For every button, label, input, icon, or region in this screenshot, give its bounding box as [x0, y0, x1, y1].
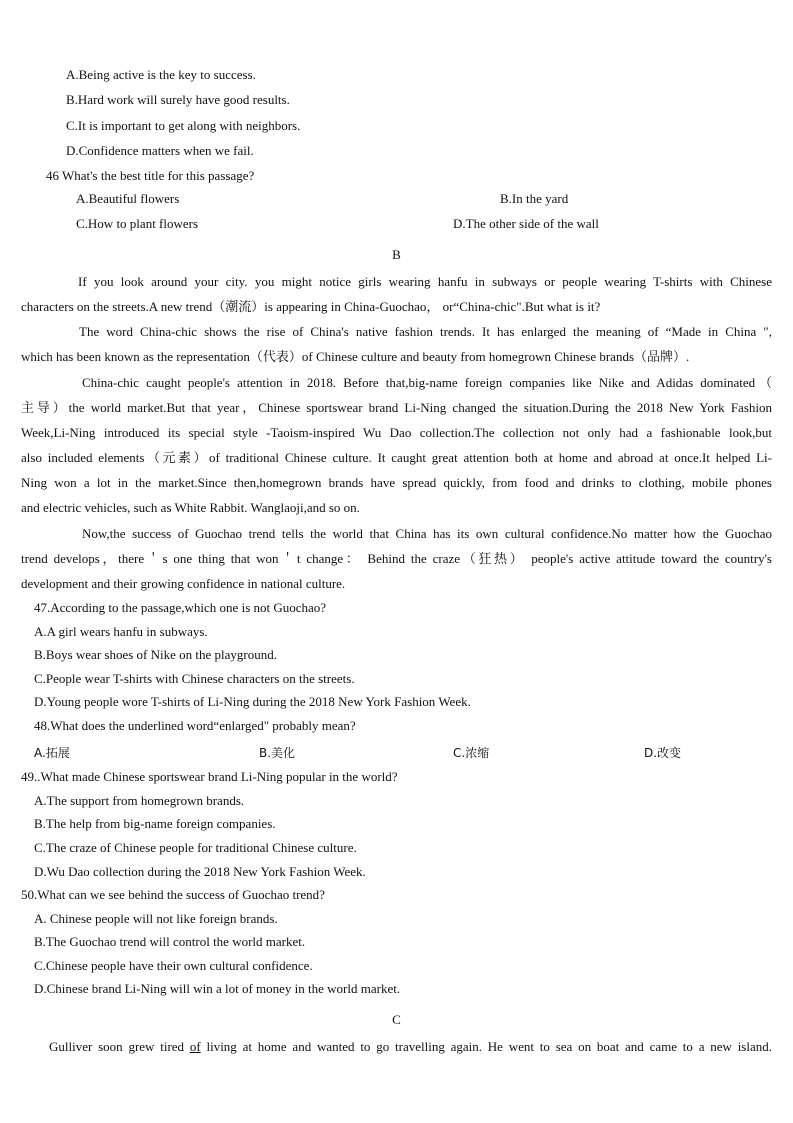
passage-b-p1-line1: If you look around your city. you might notice girls wearing hanfu in subways or people wearing T-shirts with Chinese — [78, 274, 772, 289]
q50-option-d: D.Chinese brand Li-Ning will win a lot of money in the world market. — [34, 981, 401, 996]
q47-option-d: D.Young people wore T-shirts of Li-Ning during the 2018 New York Fashion Week. — [34, 694, 471, 709]
passage-b-p4-line2: trend develops，there＇s one thing that won＇t change： Behind the craze（狂热） people's active attitude toward the country's — [21, 551, 772, 566]
q48-option-c: C.浓缩 — [453, 746, 490, 760]
q47-option-b: B.Boys wear shoes of Nike on the playground. — [34, 647, 277, 662]
q45-option-b: B.Hard work will surely have good results. — [66, 92, 290, 107]
q48-option-d: D.改变 — [644, 746, 682, 760]
passage-b-p3-line5: Ning won a lot in the market.Since then,homegrown brands have spread quickly, from food and drinks to clothing, mobile phones — [21, 475, 772, 490]
passage-b-p2-line2: which has been known as the representation（代表）of Chinese culture and beauty from homegrown Chinese brands（品牌）. — [21, 349, 690, 364]
passage-c-text-after: living at home and wanted to go travelling again. He went to sea on boat and came to a new island. — [200, 1039, 772, 1054]
passage-c-p1-line1 — [49, 1039, 772, 1055]
q45-option-a: A.Being active is the key to success. — [66, 67, 256, 82]
passage-b-p3-line2: 主导）the world market.But that year，Chinese sportswear brand Li-Ning changed the situation.During the 2018 New York Fashion — [21, 400, 772, 415]
section-b-heading: B — [392, 247, 401, 262]
q45-option-c: C.It is important to get along with neighbors. — [66, 118, 301, 133]
passage-c-text-before: Gulliver soon grew tired — [49, 1039, 190, 1054]
q48-stem: 48.What does the underlined word“enlarged" probably mean? — [34, 718, 356, 733]
passage-b-p1-line2: characters on the streets.A new trend（潮流）is appearing in China-Guochao， or“China-chic".But what is it? — [21, 299, 601, 314]
q49-option-b: B.The help from big-name foreign companies. — [34, 816, 276, 831]
underlined-word-of: of — [189, 1039, 201, 1054]
q48-option-b: B.美化 — [259, 746, 296, 760]
q49-option-c: C.The craze of Chinese people for traditional Chinese culture. — [34, 840, 357, 855]
q49-stem: 49..What made Chinese sportswear brand Li-Ning popular in the world? — [21, 769, 398, 784]
passage-b-p3-line3: Week,Li-Ning introduced its special style -Taoism-inspired Wu Dao collection.The collection not only had a fashionable look,but — [21, 425, 772, 440]
q47-stem: 47.According to the passage,which one is not Guochao? — [34, 600, 327, 615]
section-c-heading: C — [392, 1012, 401, 1027]
passage-b-p3-line4: also included elements（元素）of traditional Chinese culture. It caught great attention both at home and abroad at once.It helped Li- — [21, 450, 772, 465]
q48-option-a: A.拓展 — [34, 746, 70, 760]
q49-option-d: D.Wu Dao collection during the 2018 New York Fashion Week. — [34, 864, 366, 879]
q49-option-a: A.The support from homegrown brands. — [34, 793, 245, 808]
q46-option-c: C.How to plant flowers — [76, 216, 199, 231]
q46-option-b: B.In the yard — [500, 191, 569, 206]
q46-stem: 46 What's the best title for this passage? — [46, 168, 255, 183]
passage-b-p3-line6: and electric vehicles, such as White Rabbit. Wanglaoji,and so on. — [21, 500, 360, 515]
q50-stem: 50.What can we see behind the success of Guochao trend? — [21, 887, 325, 902]
q50-option-b: B.The Guochao trend will control the world market. — [34, 934, 306, 949]
passage-b-p4-line3: development and their growing confidence in national culture. — [21, 576, 346, 591]
q46-option-d: D.The other side of the wall — [453, 216, 599, 231]
q45-option-d: D.Confidence matters when we fail. — [66, 143, 254, 158]
q50-option-c: C.Chinese people have their own cultural confidence. — [34, 958, 313, 973]
q50-option-a: A. Chinese people will not like foreign brands. — [34, 911, 278, 926]
q47-option-a: A.A girl wears hanfu in subways. — [34, 624, 208, 639]
passage-b-p4-line1: Now,the success of Guochao trend tells the world that China has its own cultural confidence.No matter how the Guochao — [82, 526, 772, 541]
q47-option-c: C.People wear T-shirts with Chinese characters on the streets. — [34, 671, 355, 686]
q46-option-a: A.Beautiful flowers — [76, 191, 180, 206]
passage-b-p3-line1: China-chic caught people's attention in 2018. Before that,big-name foreign companies like Nike and Adidas dominated（ — [82, 375, 772, 390]
passage-b-p2-line1: The word China-chic shows the rise of China's native fashion trends. It has enlarged the meaning of “Made in China ″, — [79, 324, 772, 339]
